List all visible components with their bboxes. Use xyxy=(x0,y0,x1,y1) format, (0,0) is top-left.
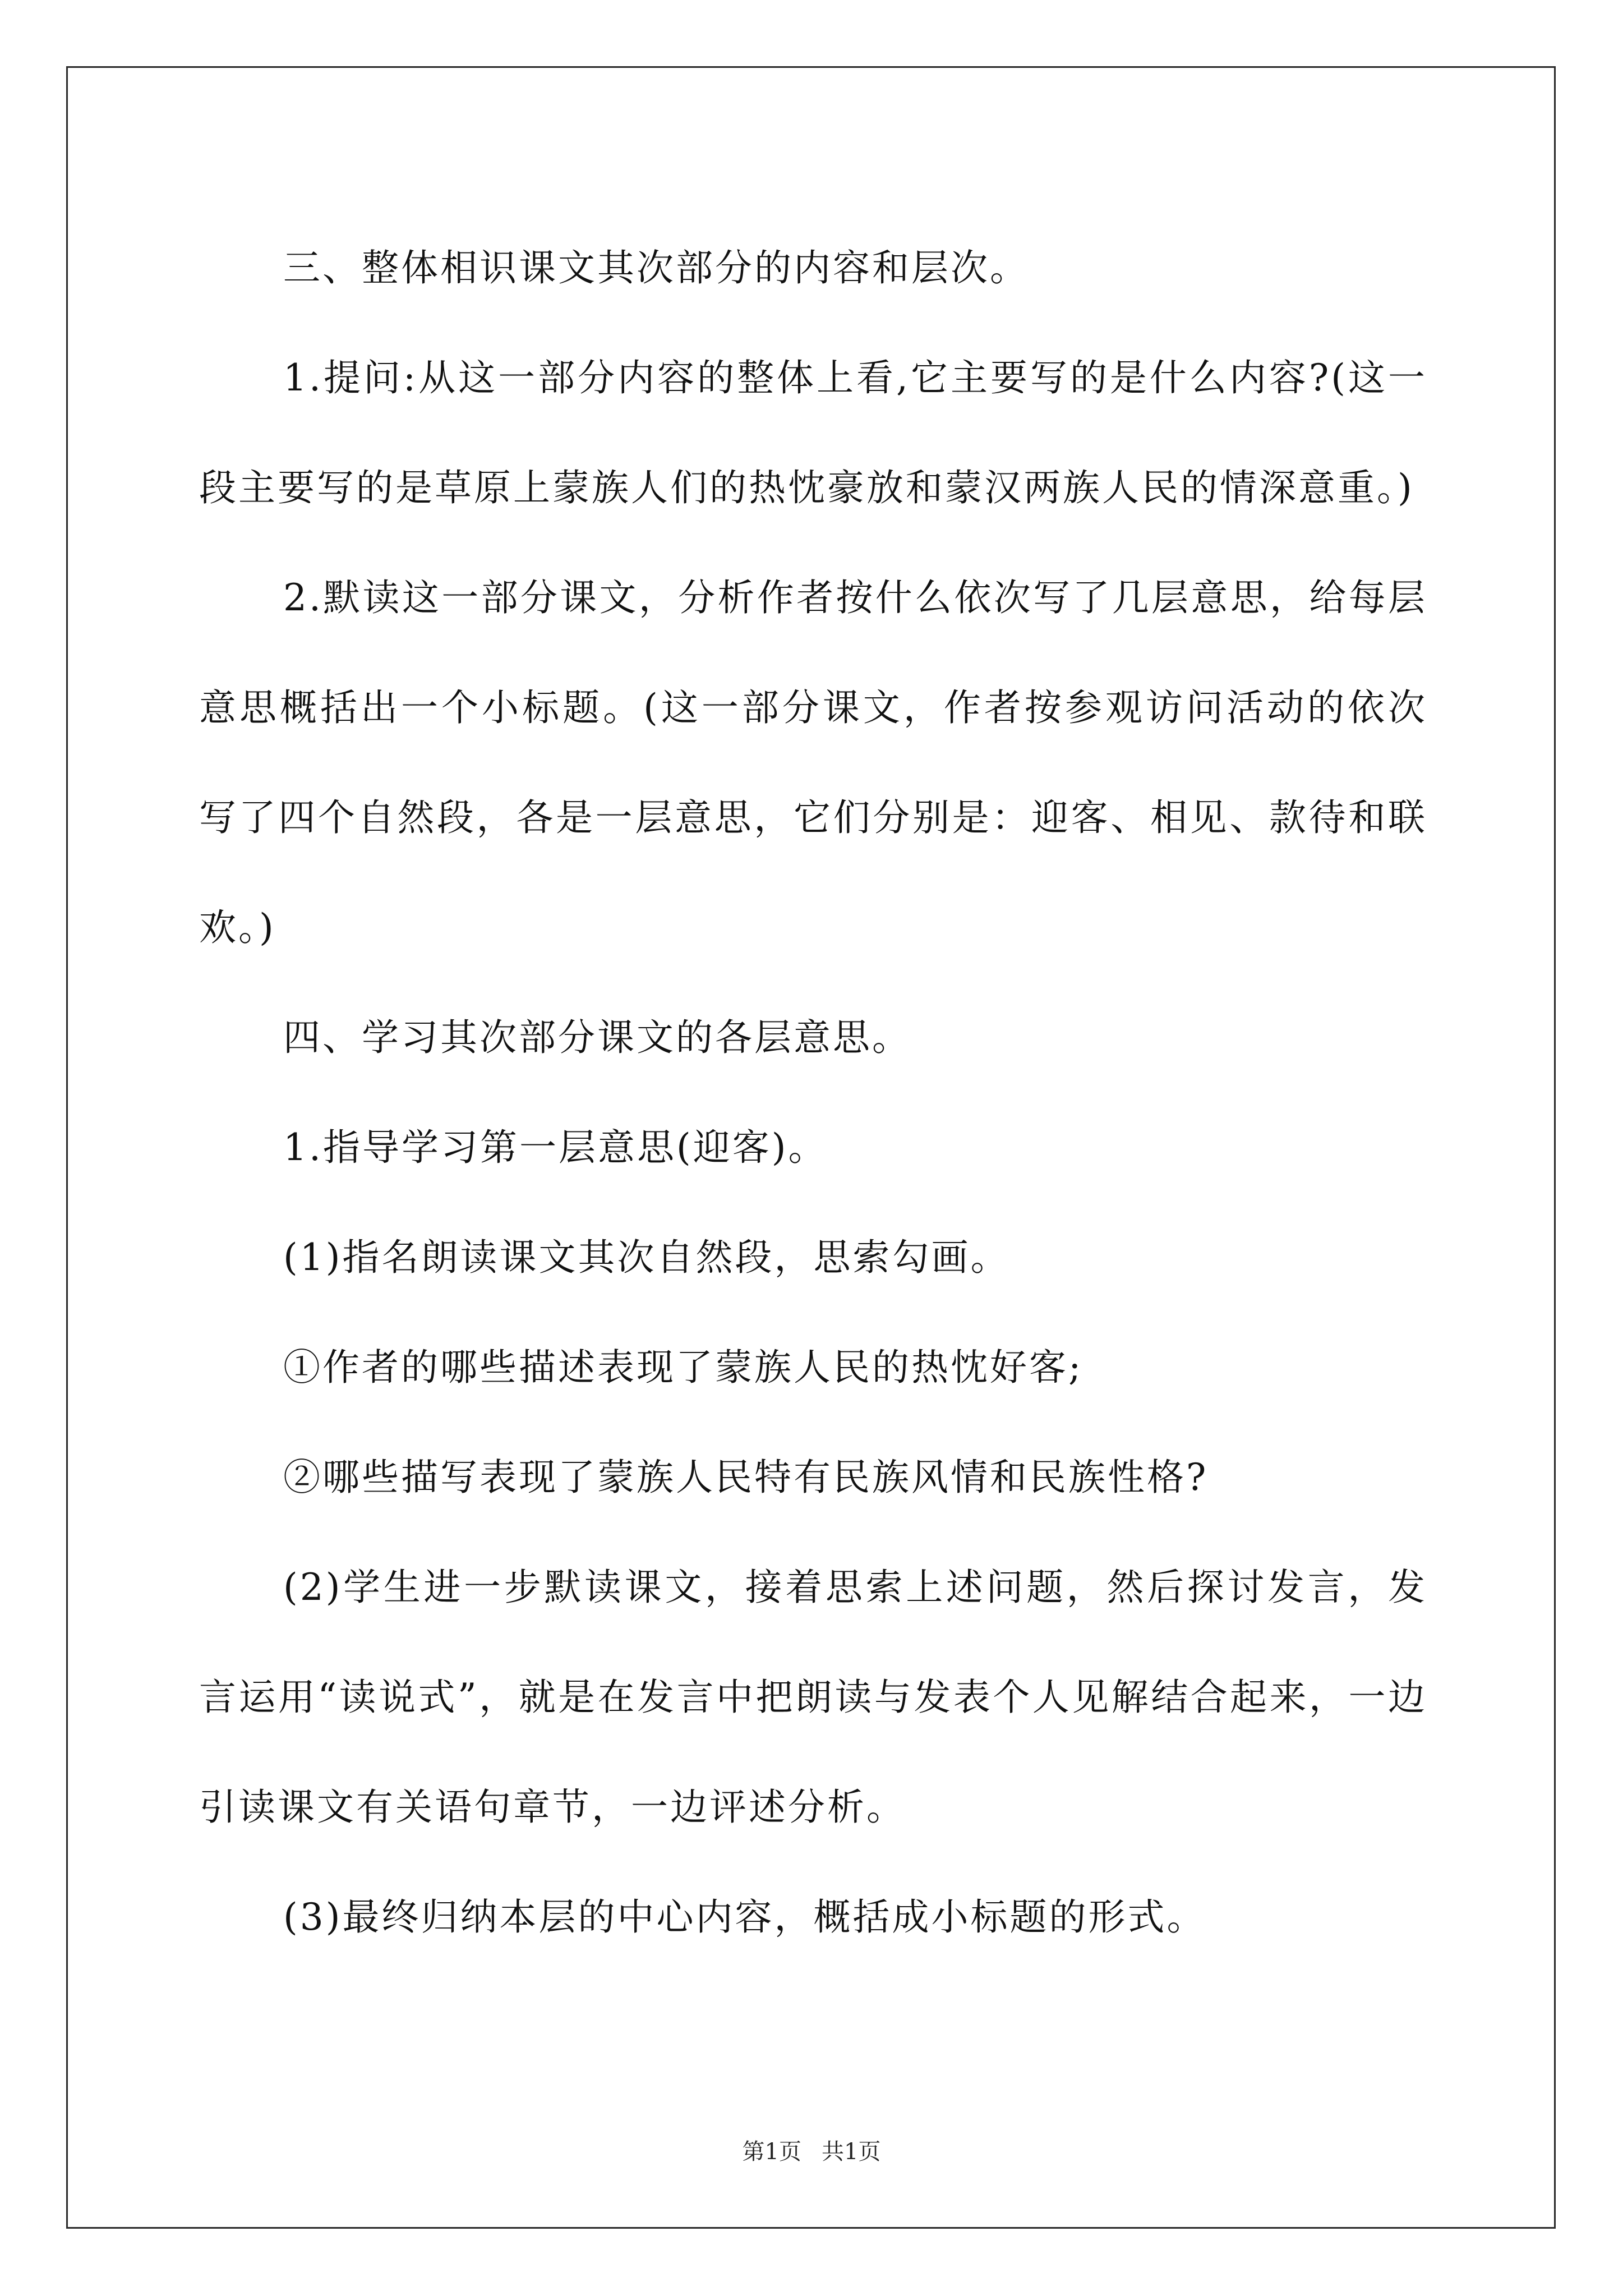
paragraph-layer-one: 1.指导学习第一层意思(迎客)。 xyxy=(283,1126,828,1169)
page-number: 第1页 xyxy=(742,2139,801,2165)
paragraph-point-two: ②哪些描写表现了蒙族人民特有民族风情和民族性格? xyxy=(283,1456,1209,1499)
page-total: 共1页 xyxy=(822,2139,881,2165)
paragraph-section-four-heading: 四、学习其次部分课文的各层意思。 xyxy=(283,1016,911,1059)
paragraph-step-two: (2)学生进一步默读课文，接着思索上述问题，然后探讨发言，发言运用“读说式”，就是在发言中把朗读与发表个人见解结合起来，一边引读课文有关语句章节，一边评述分析。 xyxy=(199,1566,1427,1829)
page-footer xyxy=(0,2136,1623,2168)
paragraph-section-three-heading: 三、整体相识课文其次部分的内容和层次。 xyxy=(283,246,1029,289)
paragraph-step-one: (1)指名朗读课文其次自然段，思索勾画。 xyxy=(283,1236,1010,1279)
paragraph-step-three: (3)最终归纳本层的中心内容，概括成小标题的形式。 xyxy=(283,1895,1206,1939)
paragraph-point-one: ①作者的哪些描述表现了蒙族人民的热忱好客; xyxy=(283,1346,1083,1389)
paragraph-question-two: 2.默读这一部分课文，分析作者按什么依次写了几层意思，给每层意思概括出一个小标题。(这一部分课文，作者按参观访问活动的依次写了四个自然段，各是一层意思，它们分别是：迎客、相见、款待和联欢。) xyxy=(199,576,1427,949)
paragraph-question-one: 1.提问:从这一部分内容的整体上看,它主要写的是什么内容?(这一段主要写的是草原上蒙族人们的热忱豪放和蒙汉两族人民的情深意重。) xyxy=(199,356,1427,509)
document-body xyxy=(199,213,1427,1972)
